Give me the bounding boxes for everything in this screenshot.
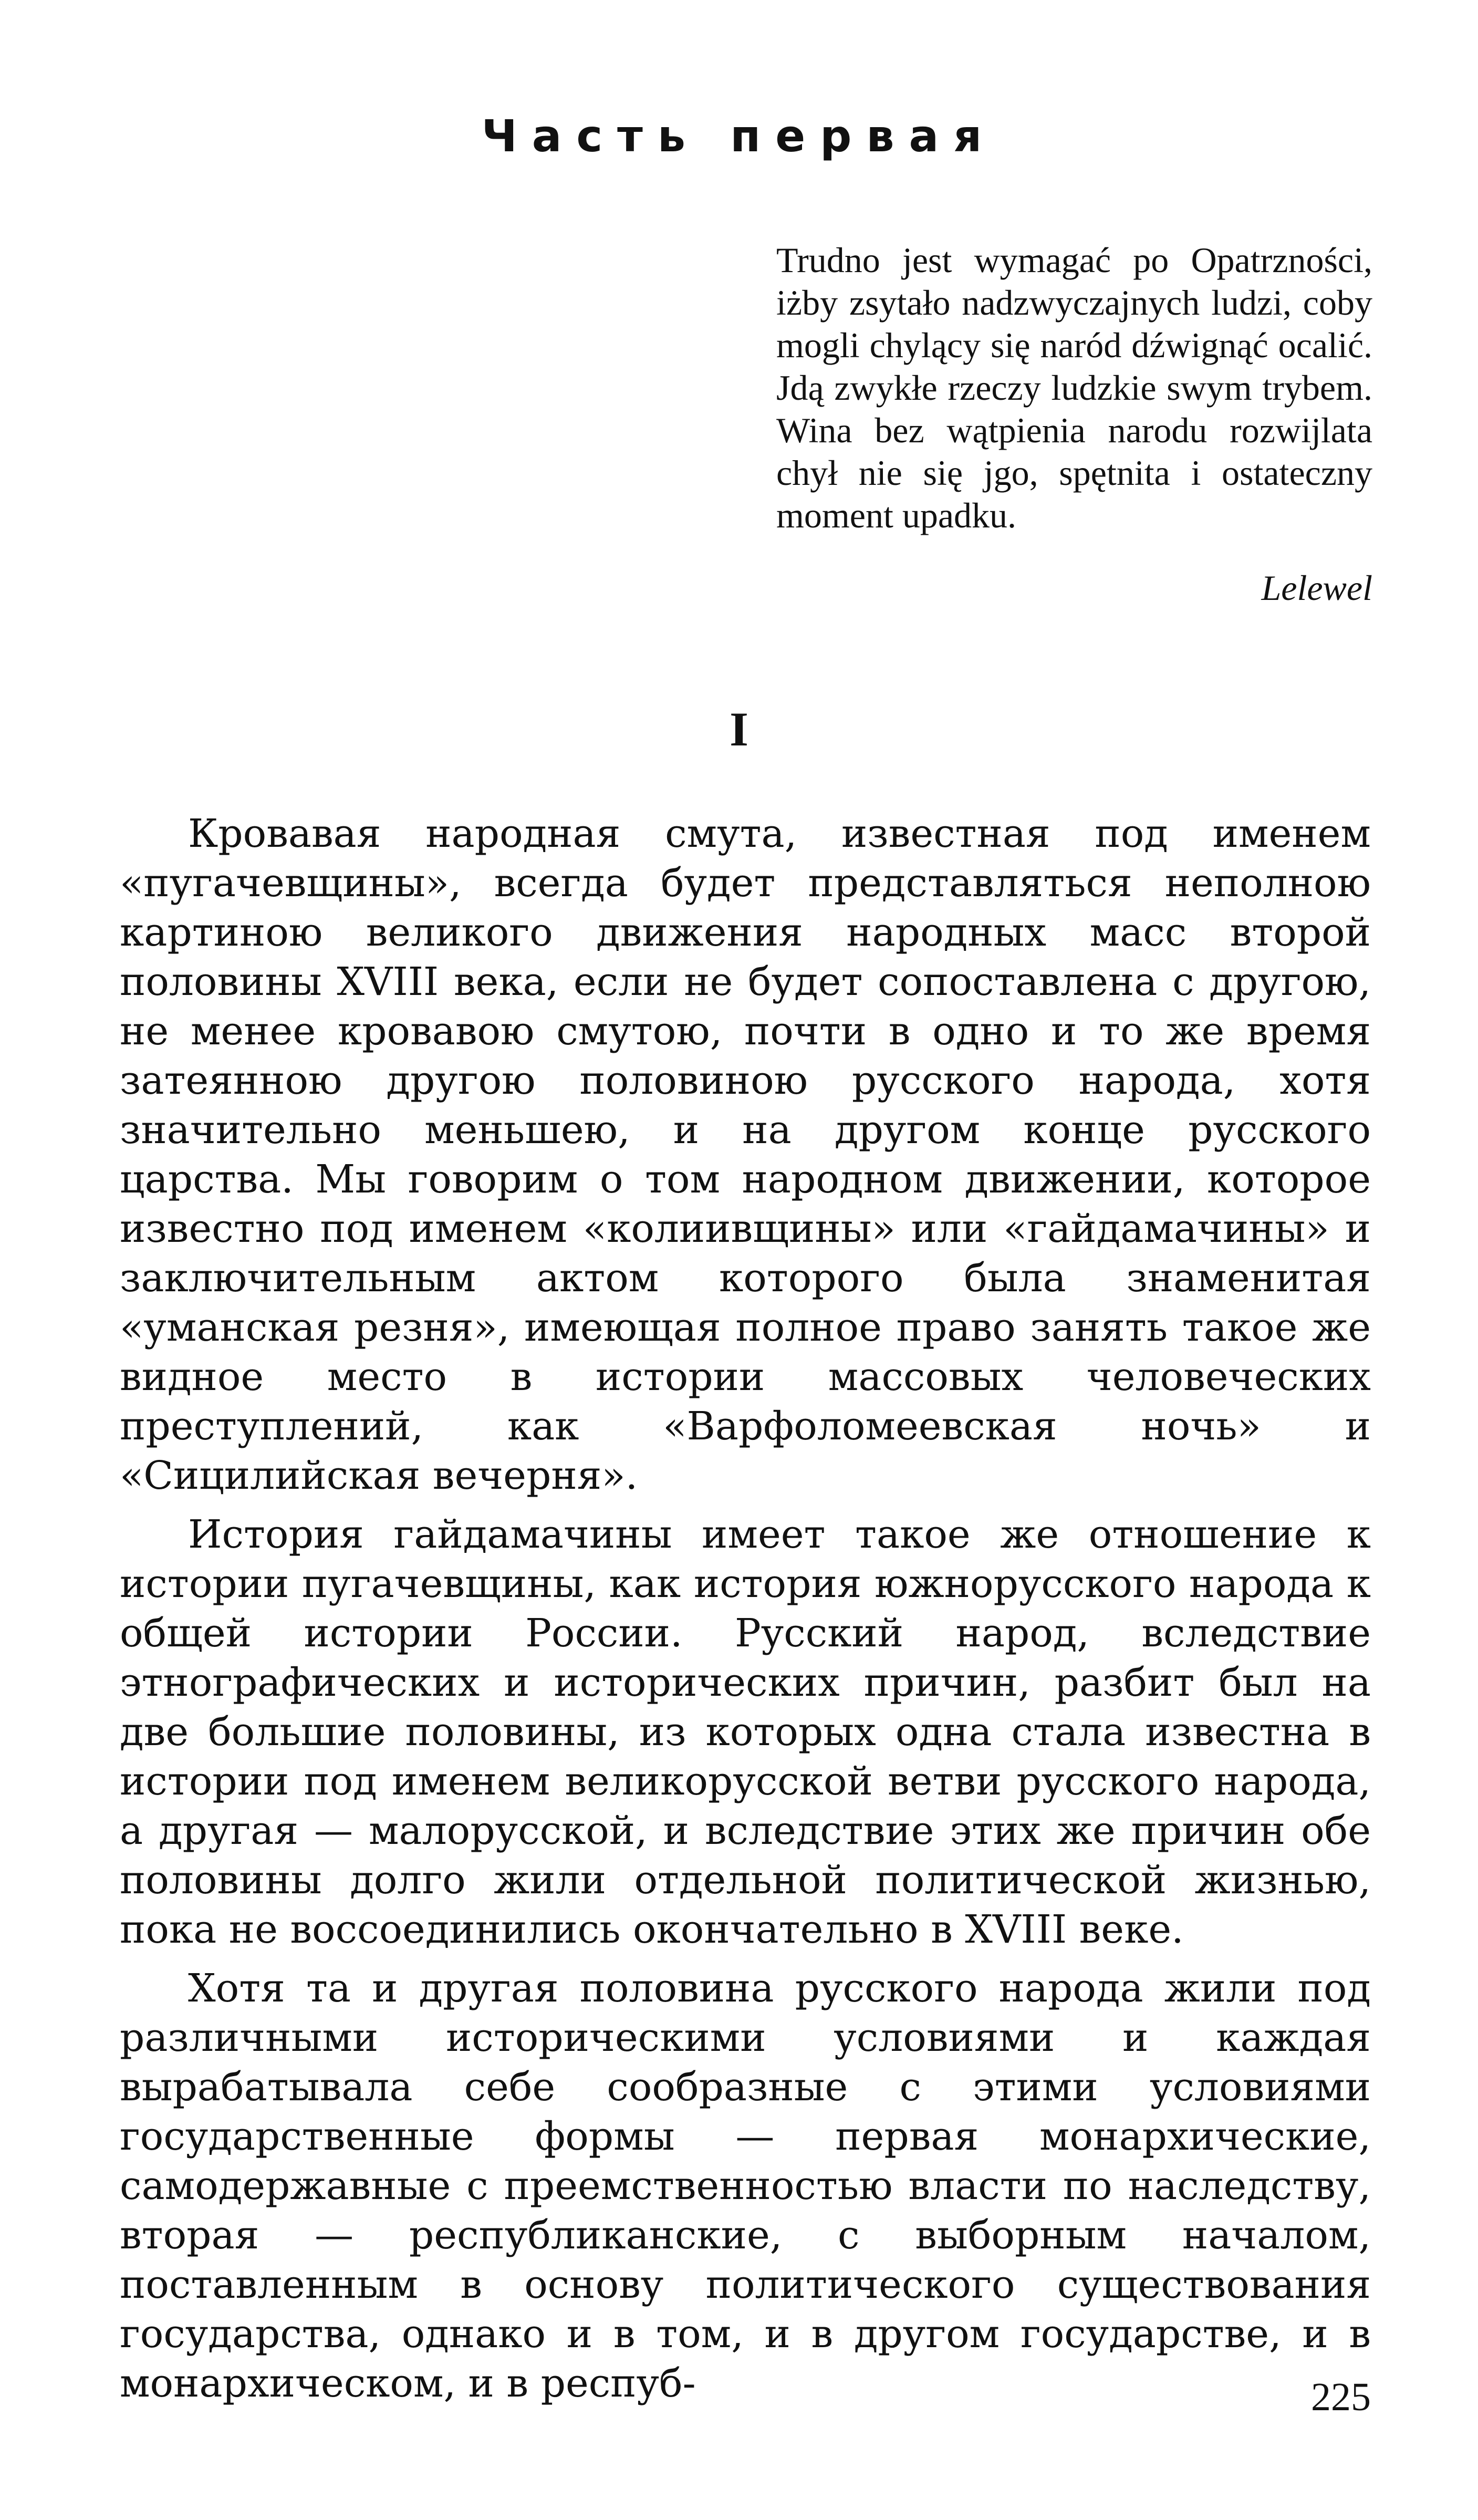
page-number: 225 bbox=[1311, 2375, 1371, 2419]
chapter-number: I bbox=[730, 702, 748, 756]
paragraph: Хотя та и другая половина русского народа жили под различными историческими условиями и каждая вырабатывала себе сообразные с этими условиями государственные формы — первая монархические, самодержавные с преемственностью власти по наследству, вторая — республиканские, с выборным началом, поставленным в основу политического существования государства, однако и в том, и в другом государстве, и в монархическом, и в респуб- bbox=[120, 1966, 1371, 2406]
part-title: Часть первая bbox=[481, 110, 997, 162]
epigraph-author: Lelewel bbox=[1261, 568, 1372, 608]
epigraph-text: Trudno jest wymagać po Opatrzności, iżby zsytało nadzwyczajnych ludzi, coby mogli chylący się naród dźwignąć ocalić. Jdą zwykłe rzeczy ludzkie swym trybem. Wina bez wątpienia narodu rozwijlata chył nie się jgo, spętnita i ostateczny moment upadku. bbox=[776, 240, 1372, 535]
paragraph: Кровавая народная смута, известная под именем «пугачевщины», всегда будет представляться неполною картиною великого движения народных масс второй половины XVIII века, если не будет сопоставлена с другою, не менее кровавою смутою, почти в одно и то же время затеянною другою половиною русского народа, хотя значительно меньшею, и на другом конце русского царства. Мы говорим о том народном движении, которое известно под именем «колиивщины» или «гайдамачины» и заключительным актом которого была знаменитая «уманская резня», имеющая полное право занять такое же видное место в истории массовых человеческих преступлений, как «Варфоломеевская ночь» и «Сицилийская вечерня». bbox=[120, 811, 1371, 1498]
chapter-body bbox=[120, 809, 1371, 2418]
paragraph: История гайдамачины имеет такое же отношение к истории пугачевщины, как история южнорусского народа к общей истории России. Русский народ, вследствие этнографических и исторических причин, разбит был на две большие половины, из которых одна стала известна в истории под именем великорусской ветви русского народа, а другая — малорусской, и вследствие этих же причин обе половины долго жили отдельной политической жизнью, пока не воссоединились окончательно в XVIII веке. bbox=[120, 1512, 1371, 1952]
